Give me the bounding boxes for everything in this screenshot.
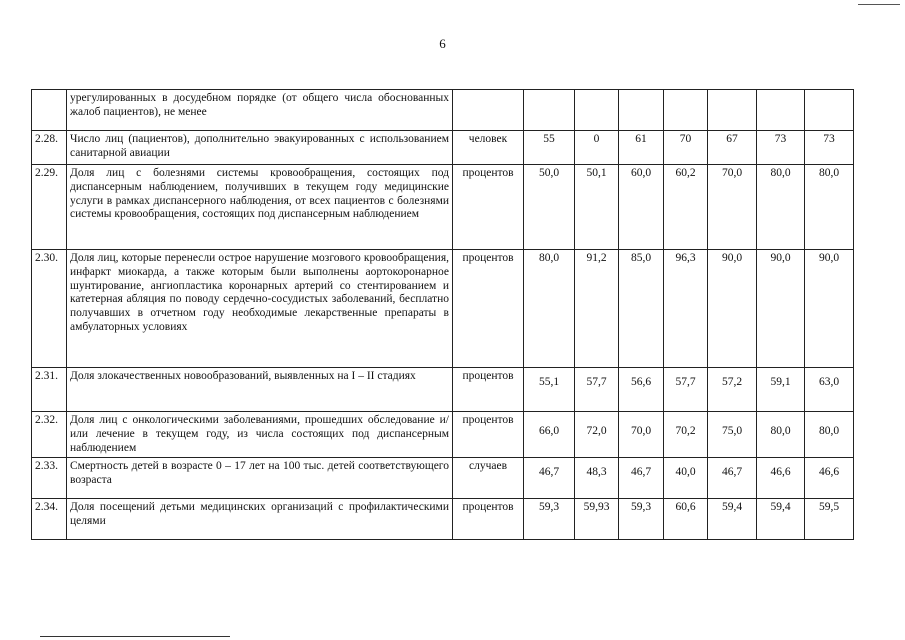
value-cell: 90,0 [708, 250, 757, 368]
value-cell [708, 90, 757, 131]
row-number: 2.29. [32, 165, 67, 250]
value-cell: 59,1 [757, 368, 805, 412]
row-number [32, 90, 67, 131]
value-cell: 67 [708, 131, 757, 165]
value-cell: 46,7 [708, 458, 757, 499]
value-cell: 59,4 [708, 499, 757, 540]
value-cell: 80,0 [757, 165, 805, 250]
value-cell: 75,0 [708, 412, 757, 458]
value-cell: 60,0 [619, 165, 664, 250]
value-cell [575, 90, 619, 131]
value-cell: 73 [805, 131, 854, 165]
value-cell: 80,0 [757, 412, 805, 458]
value-cell: 70,0 [619, 412, 664, 458]
row-number: 2.31. [32, 368, 67, 412]
row-number: 2.30. [32, 250, 67, 368]
table-body [32, 90, 854, 540]
value-cell [524, 90, 575, 131]
value-cell: 48,3 [575, 458, 619, 499]
value-cell [619, 90, 664, 131]
unit-cell: процентов [453, 412, 524, 458]
value-cell: 50,1 [575, 165, 619, 250]
indicator-description: Доля лиц с болезнями системы кровообращения, состоящих под диспансерным наблюдением, получивших в текущем году медицинские услуги в рамках диспансерного наблюдения, от всех пациентов с болезнями системы кровообращения, состоящих под диспансерным наблюдением [67, 165, 453, 250]
value-cell: 59,5 [805, 499, 854, 540]
value-cell: 91,2 [575, 250, 619, 368]
value-cell: 80,0 [805, 165, 854, 250]
row-number: 2.32. [32, 412, 67, 458]
value-cell: 70,2 [664, 412, 708, 458]
value-cell: 59,93 [575, 499, 619, 540]
value-cell: 0 [575, 131, 619, 165]
table-row [32, 250, 854, 368]
value-cell: 55 [524, 131, 575, 165]
value-cell: 46,7 [524, 458, 575, 499]
value-cell: 57,7 [575, 368, 619, 412]
value-cell: 59,4 [757, 499, 805, 540]
indicator-description: урегулированных в досудебном порядке (от общего числа обоснованных жалоб пациентов), не менее [67, 90, 453, 131]
value-cell: 90,0 [757, 250, 805, 368]
value-cell: 90,0 [805, 250, 854, 368]
table-row [32, 131, 854, 165]
value-cell: 50,0 [524, 165, 575, 250]
unit-cell [453, 90, 524, 131]
indicator-description: Доля лиц с онкологическими заболеваниями, прошедших обследование и/или лечение в текущем году, из числа состоящих под диспансерным наблюдением [67, 412, 453, 458]
value-cell: 46,6 [757, 458, 805, 499]
value-cell: 59,3 [524, 499, 575, 540]
value-cell: 72,0 [575, 412, 619, 458]
value-cell: 46,7 [619, 458, 664, 499]
value-cell: 80,0 [524, 250, 575, 368]
value-cell: 70,0 [708, 165, 757, 250]
value-cell: 73 [757, 131, 805, 165]
value-cell: 55,1 [524, 368, 575, 412]
value-cell: 57,7 [664, 368, 708, 412]
unit-cell: случаев [453, 458, 524, 499]
table-row [32, 458, 854, 499]
row-number: 2.28. [32, 131, 67, 165]
value-cell: 80,0 [805, 412, 854, 458]
unit-cell: процентов [453, 165, 524, 250]
table-row [32, 412, 854, 458]
table-row [32, 165, 854, 250]
row-number: 2.34. [32, 499, 67, 540]
value-cell: 61 [619, 131, 664, 165]
table-row [32, 368, 854, 412]
value-cell: 85,0 [619, 250, 664, 368]
footer-line [40, 636, 230, 637]
value-cell: 70 [664, 131, 708, 165]
value-cell [757, 90, 805, 131]
value-cell: 56,6 [619, 368, 664, 412]
indicator-description: Число лиц (пациентов), дополнительно эвакуированных с использованием санитарной авиации [67, 131, 453, 165]
unit-cell: человек [453, 131, 524, 165]
top-right-rule [858, 4, 900, 5]
table-row [32, 90, 854, 131]
page-number: 6 [439, 36, 446, 51]
unit-cell: процентов [453, 368, 524, 412]
row-number: 2.33. [32, 458, 67, 499]
value-cell: 96,3 [664, 250, 708, 368]
value-cell: 60,2 [664, 165, 708, 250]
value-cell [664, 90, 708, 131]
indicators-table [31, 89, 854, 540]
unit-cell: процентов [453, 499, 524, 540]
value-cell: 59,3 [619, 499, 664, 540]
value-cell: 57,2 [708, 368, 757, 412]
value-cell: 60,6 [664, 499, 708, 540]
indicator-description: Доля злокачественных новообразований, выявленных на I – II стадиях [67, 368, 453, 412]
unit-cell: процентов [453, 250, 524, 368]
value-cell [805, 90, 854, 131]
value-cell: 63,0 [805, 368, 854, 412]
table-row [32, 499, 854, 540]
indicator-description: Смертность детей в возрасте 0 – 17 лет на 100 тыс. детей соответствующего возраста [67, 458, 453, 499]
value-cell: 46,6 [805, 458, 854, 499]
indicator-description: Доля лиц, которые перенесли острое нарушение мозгового кровообращения, инфаркт миокарда, а также которым были выполнены аортокоронарное шунтирование, ангиопластика коронарных артерий со стентированием и катетерная абляция по поводу сердечно-сосудистых заболеваний, бесплатно получавших в отчетном году необходимые лекарственные препараты в амбулаторных условиях [67, 250, 453, 368]
indicator-description: Доля посещений детьми медицинских организаций с профилактическими целями [67, 499, 453, 540]
value-cell: 40,0 [664, 458, 708, 499]
value-cell: 66,0 [524, 412, 575, 458]
